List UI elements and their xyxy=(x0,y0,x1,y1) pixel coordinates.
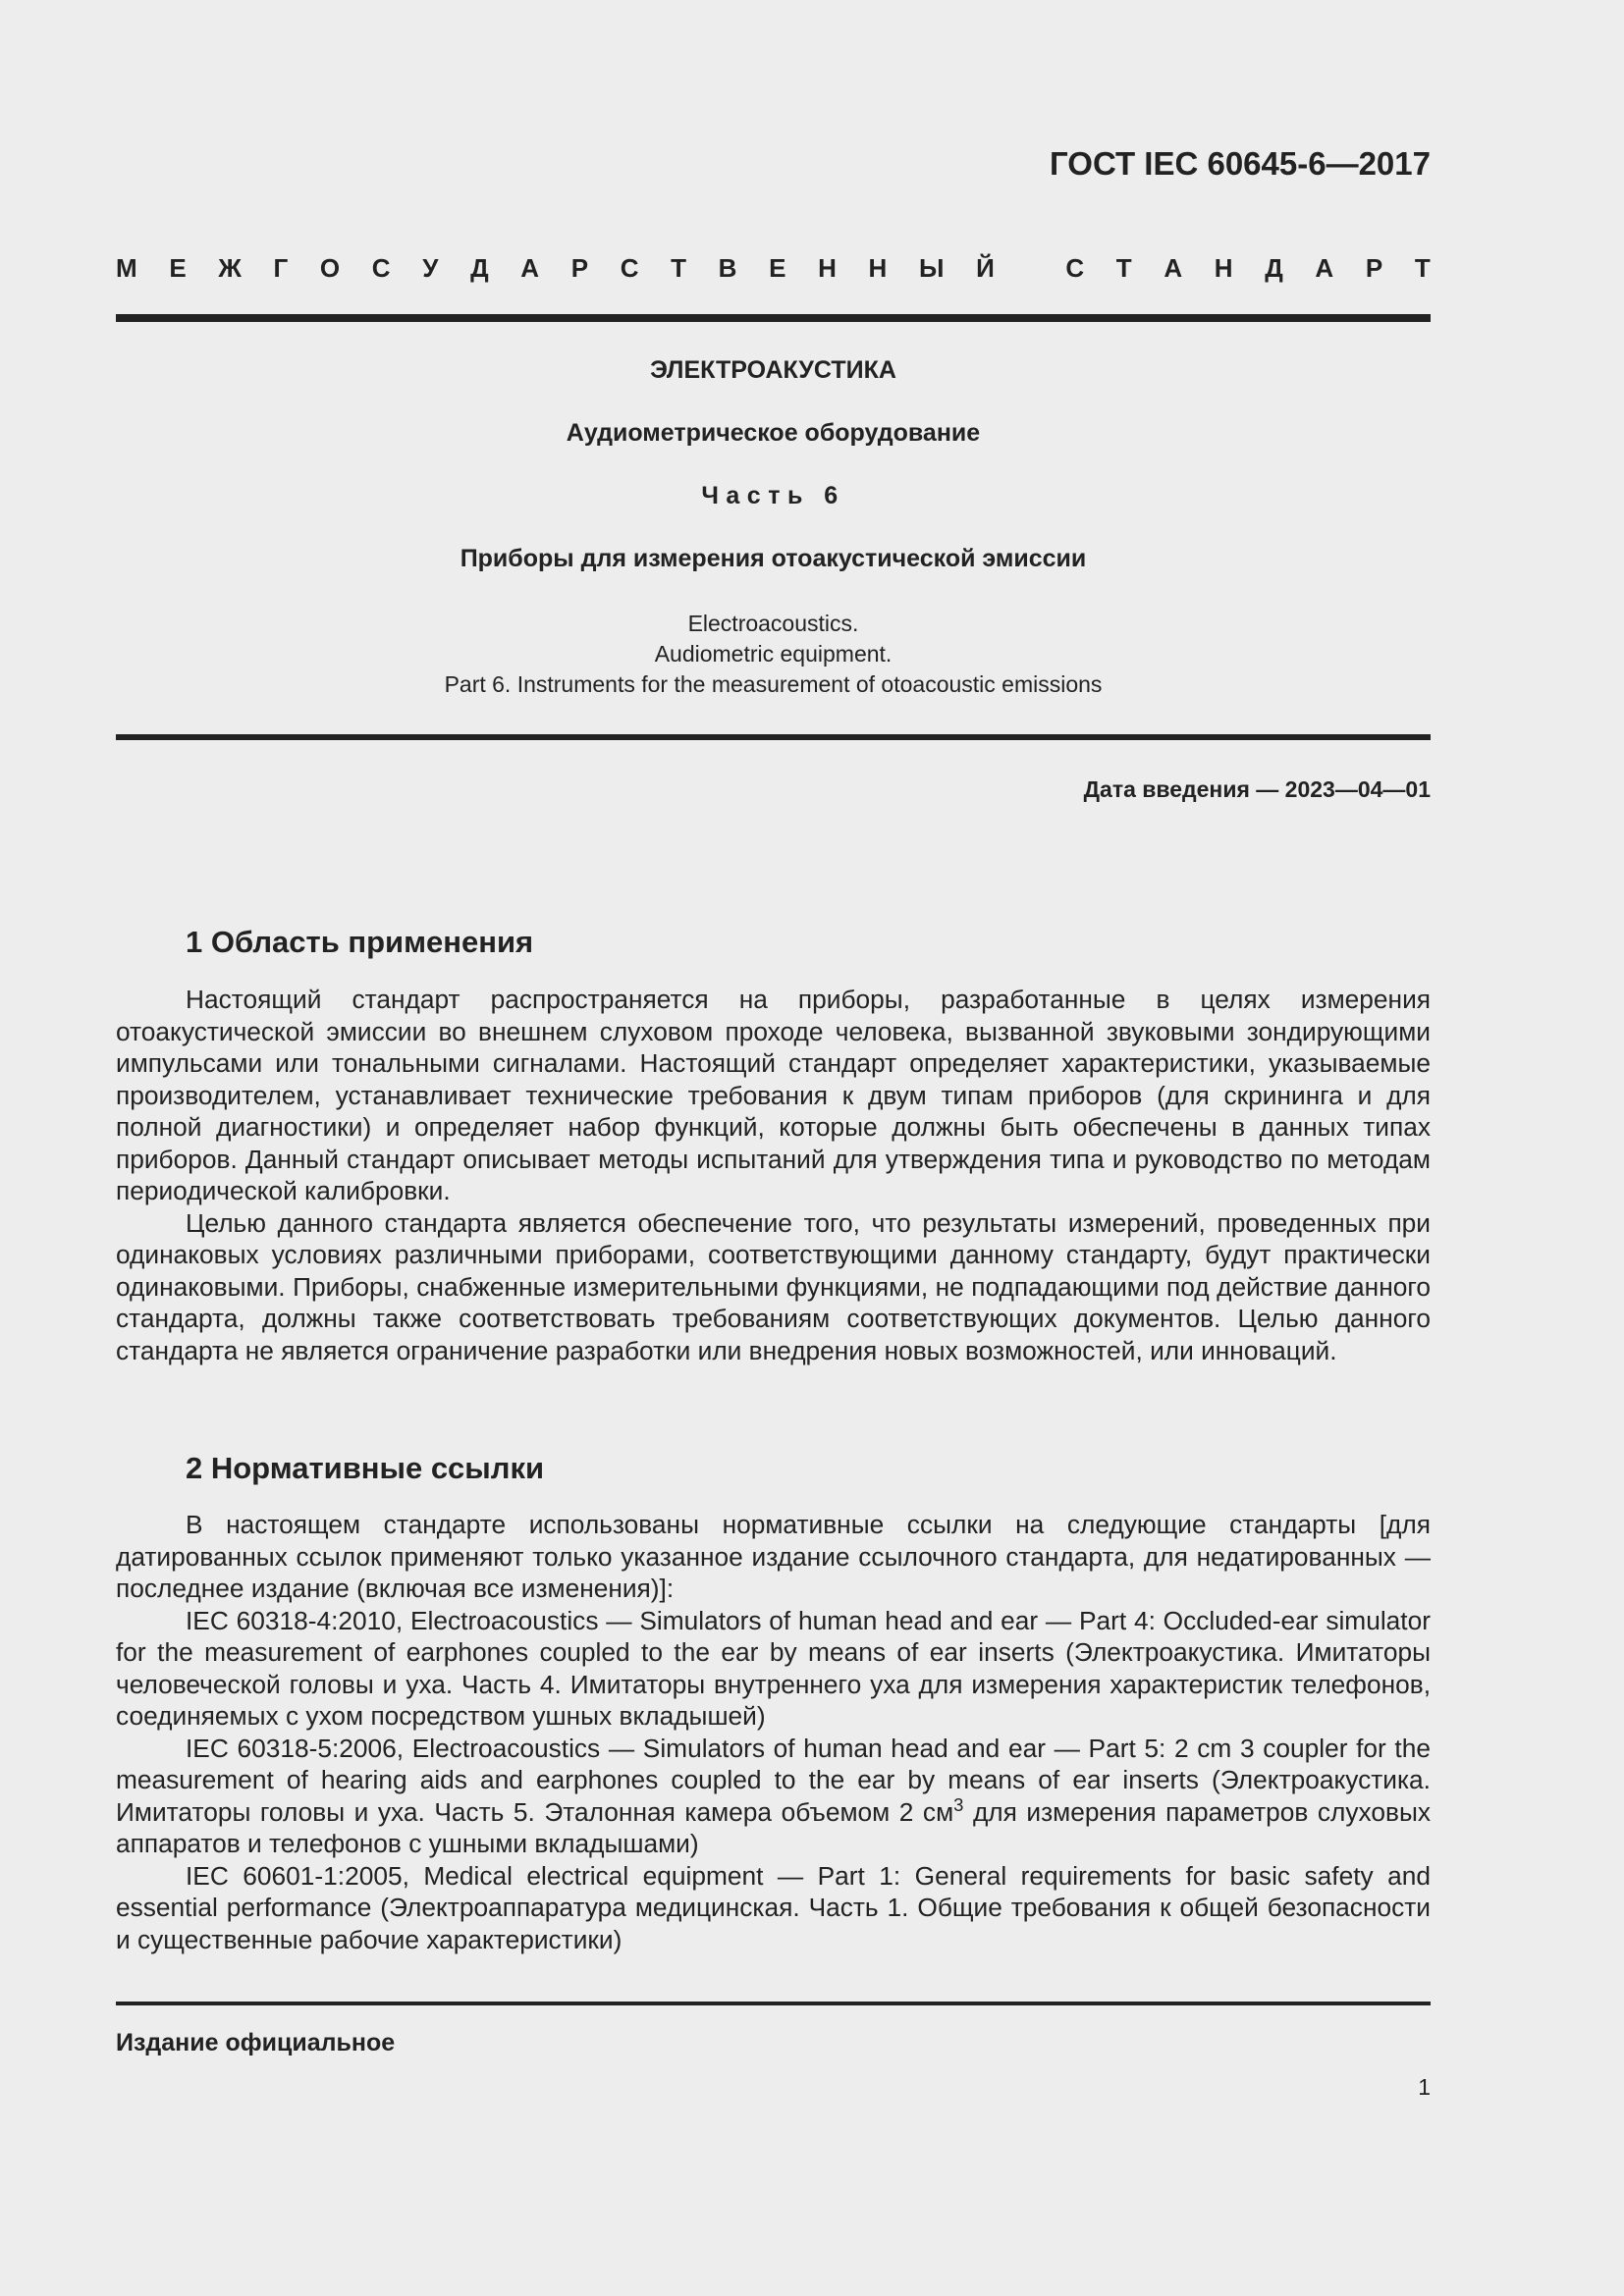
standard-kind-letter: Р xyxy=(1365,253,1383,283)
standard-kind-letter: А xyxy=(1315,253,1334,283)
english-title-line-2: Audiometric equipment. xyxy=(654,641,893,667)
page-number: 1 xyxy=(1418,2074,1431,2100)
footer-divider xyxy=(116,2002,1431,2005)
standard-kind-letter: Й xyxy=(976,253,995,283)
top-divider xyxy=(116,314,1431,322)
standard-kind-letter: М xyxy=(116,253,137,283)
standard-kind-letter: В xyxy=(718,253,737,283)
standard-kind-letter: Ж xyxy=(218,253,242,283)
section-2-paragraph-1: В настоящем стандарте использованы нормативные ссылки на следующие стандарты [для датированных ссылок применяют только указанное издание ссылочного стандарта, для недатированных — последнее издание (включая все изменения)]: xyxy=(116,1510,1431,1603)
section-1-paragraph-2: Целью данного стандарта является обеспечение того, что результаты измерений, проведенных при одинаковых условиях различными приборами, соответствующими данному стандарту, будут практически одинаковыми. Приборы, снабженные измерительными функциями, не подпадающими под действие данного стандарта, должны также соответствовать требованиям соответствующих документов. Целью данного стандарта не является ограничение разработки или внедрения новых возможностей, или инноваций. xyxy=(116,1207,1431,1365)
english-title xyxy=(116,609,1431,700)
title-main: ЭЛЕКТРОАКУСТИКА xyxy=(650,356,896,384)
section-2-body xyxy=(116,1509,1431,1955)
standard-kind-letter: Т xyxy=(671,253,687,283)
section-1-paragraph-1: Настоящий стандарт распространяется на приборы, разработанные в целях измерения отоакустической эмиссии во внешнем слуховом проходе человека, вызванной звуковыми зондирующими импульсами или тональными сигналами. Настоящий стандарт определяет характеристики, указываемые производителем, устанавливает технические требования к двум типам приборов (для скрининга и для полной диагностики) и определяет набор функций, которые должны быть обеспечены в данных типах приборов. Данный стандарт описывает методы испытаний для утверждения типа и руководство по методам периодической калибровки. xyxy=(116,985,1431,1205)
standard-kind-letter: Т xyxy=(1115,253,1132,283)
reference-iec-60318-4: IEC 60318-4:2010, Electroacoustics — Simulators of human head and ear — Part 4: Occluded-ear simulator for the measurement of earphones coupled to the ear by means of ear inserts (Электроакустика. Имитаторы человеческой головы и уха. Часть 4. Имитаторы внутреннего уха для измерения характеристик телефонов, соединяемых с ухом посредством ушных вкладышей) xyxy=(116,1605,1431,1731)
section-1-heading: 1 Область применения xyxy=(186,925,534,959)
section-1-body xyxy=(116,984,1431,1366)
standard-kind-letter: У xyxy=(422,253,439,283)
standard-kind-letter: О xyxy=(319,253,341,283)
standard-kind-letter: Д xyxy=(1265,253,1283,283)
standard-kind-letter: А xyxy=(520,253,540,283)
standard-kind-letter: Д xyxy=(470,253,489,283)
title-subject: Аудиометрическое оборудование xyxy=(566,419,981,447)
standard-kind-letter: Е xyxy=(769,253,786,283)
standard-kind-letter: С xyxy=(1065,253,1085,283)
standard-kind-letter: Е xyxy=(169,253,187,283)
standard-kind-letter: А xyxy=(1164,253,1183,283)
reference-iec-60601-1: IEC 60601-1:2005, Medical electrical equipment — Part 1: General requirements for basic safety and essential performance (Электроаппаратура медицинская. Часть 1. Общие требования к общей безопасности и существенные рабочие характеристики) xyxy=(116,1860,1431,1954)
document-code: ГОСТ IEC 60645-6—2017 xyxy=(1050,145,1431,182)
standard-kind-letter: Н xyxy=(1214,253,1233,283)
standard-kind-letter: Р xyxy=(570,253,589,283)
title-part-name: Приборы для измерения отоакустической эмиссии xyxy=(460,545,1087,572)
english-title-line-3: Part 6. Instruments for the measurement of otoacoustic emissions xyxy=(444,671,1103,697)
section-2-heading: 2 Нормативные ссылки xyxy=(186,1451,545,1485)
reference-iec-60318-5 xyxy=(116,1733,1431,1860)
superscript-3: 3 xyxy=(953,1793,964,1815)
standard-kind-letter: Н xyxy=(868,253,888,283)
reference-text: IEC 60318-5:2006, Electroacoustics — Simulators of human head and ear — Part 5: 2 cm 3 coupler for the measurement of hearing aids and earphones coupled to the ear by means of ear inserts (Электроакустика. Имитаторы головы и уха. Часть 5. Эталонная камера объемом 2 см xyxy=(116,1733,1431,1827)
introduction-date: Дата введения — 2023—04—01 xyxy=(1083,776,1431,802)
standard-kind-letter: С xyxy=(620,253,639,283)
reference-text-continued: для измерения параметров слуховых аппаратов и телефонов с ушными вкладышами) xyxy=(116,1796,1432,1858)
official-edition-label: Издание официальное xyxy=(116,2029,396,2056)
standard-kind-letter: Н xyxy=(818,253,837,283)
standard-kind-letter: С xyxy=(371,253,391,283)
standard-kind-letter xyxy=(1026,253,1033,284)
standard-kind-letter: Ы xyxy=(918,253,945,283)
english-title-line-1: Electroacoustics. xyxy=(687,611,859,636)
title-part: Часть 6 xyxy=(701,482,845,509)
standard-kind-letter: Г xyxy=(273,253,289,283)
standard-kind-heading xyxy=(116,253,1431,284)
standard-kind-letter: Т xyxy=(1414,253,1431,283)
title-divider xyxy=(116,734,1431,740)
